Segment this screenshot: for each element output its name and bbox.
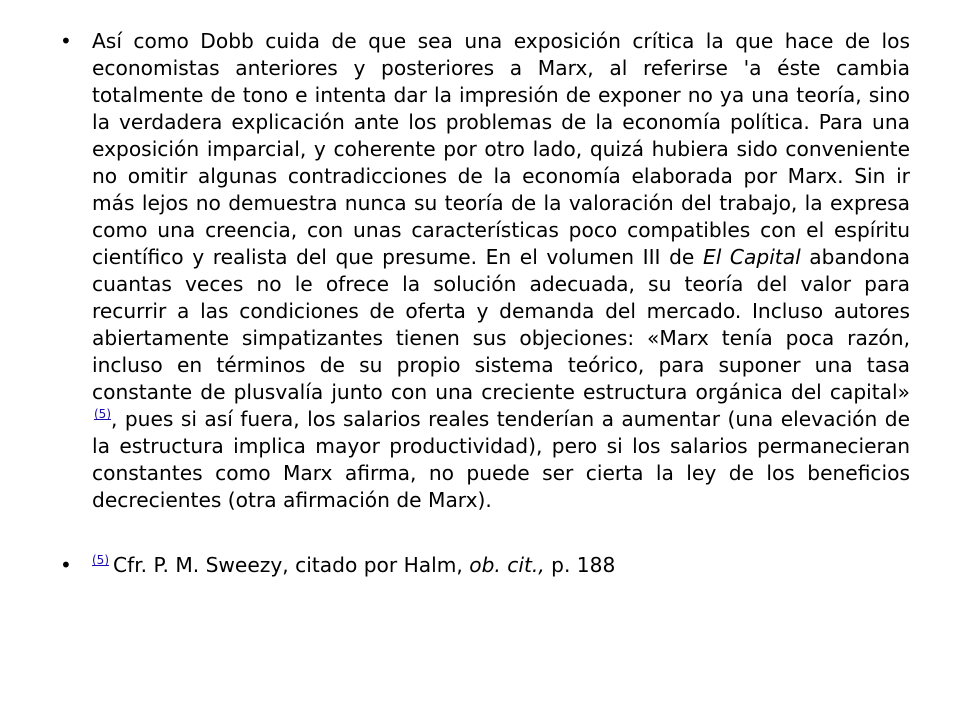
- bullet-dot-icon: •: [60, 553, 72, 577]
- footnote-italic: ob. cit.,: [469, 553, 545, 577]
- bullet-dot-icon: •: [60, 29, 72, 53]
- footnote-text-after: p. 188: [544, 553, 616, 577]
- footnote-reference-link[interactable]: (5): [94, 407, 111, 422]
- footnote-text-before: Cfr. P. M. Sweezy, citado por Halm,: [113, 553, 470, 577]
- paragraph-text-part-1: Así como Dobb cuida de que sea una exposición crítica la que hace de los economistas anteriores y posteriores a Marx, al referirse 'a éste cambia totalmente de tono e intenta dar la impresión de exponer no ya una teoría, sino la verdadera explicación ante los problemas de la economía política. Para una exposición imparcial, y coherente por otro lado, quizá hubiera sido conveniente no omitir algunas contradicciones de la economía elaborada por Marx. Sin ir más lejos no demuestra nunca su teoría de la valoración del trabajo, la expresa como una creencia, con unas características poco compatibles con el espíritu científico y realista del que presume. En el volumen III de: [92, 29, 910, 269]
- book-title-italic: El Capital: [702, 245, 801, 269]
- footnote-paragraph: [92, 552, 910, 579]
- bullet-item-footnote: [60, 552, 910, 579]
- bullet-item-main: [60, 28, 910, 514]
- bullet-list: [60, 28, 910, 579]
- main-paragraph: [92, 28, 910, 514]
- footnote-anchor-link[interactable]: (5): [92, 553, 109, 568]
- paragraph-text-part-3: , pues si así fuera, los salarios reales tenderían a aumentar (una elevación de la estructura implica mayor productividad), pero si los salarios permanecieran constantes como Marx afirma, no puede ser cierta la ley de los beneficios decrecientes (otra afirmación de Marx).: [92, 407, 910, 512]
- paragraph-text-part-2: abandona cuantas veces no le ofrece la solución adecuada, su teoría del valor para recurrir a las condiciones de oferta y demanda del mercado. Incluso autores abiertamente simpatizantes tienen sus objeciones: «Marx tenía poca razón, incluso en términos de su propio sistema teórico, para suponer una tasa constante de plusvalía junto con una creciente estructura orgánica del capital»: [92, 245, 910, 404]
